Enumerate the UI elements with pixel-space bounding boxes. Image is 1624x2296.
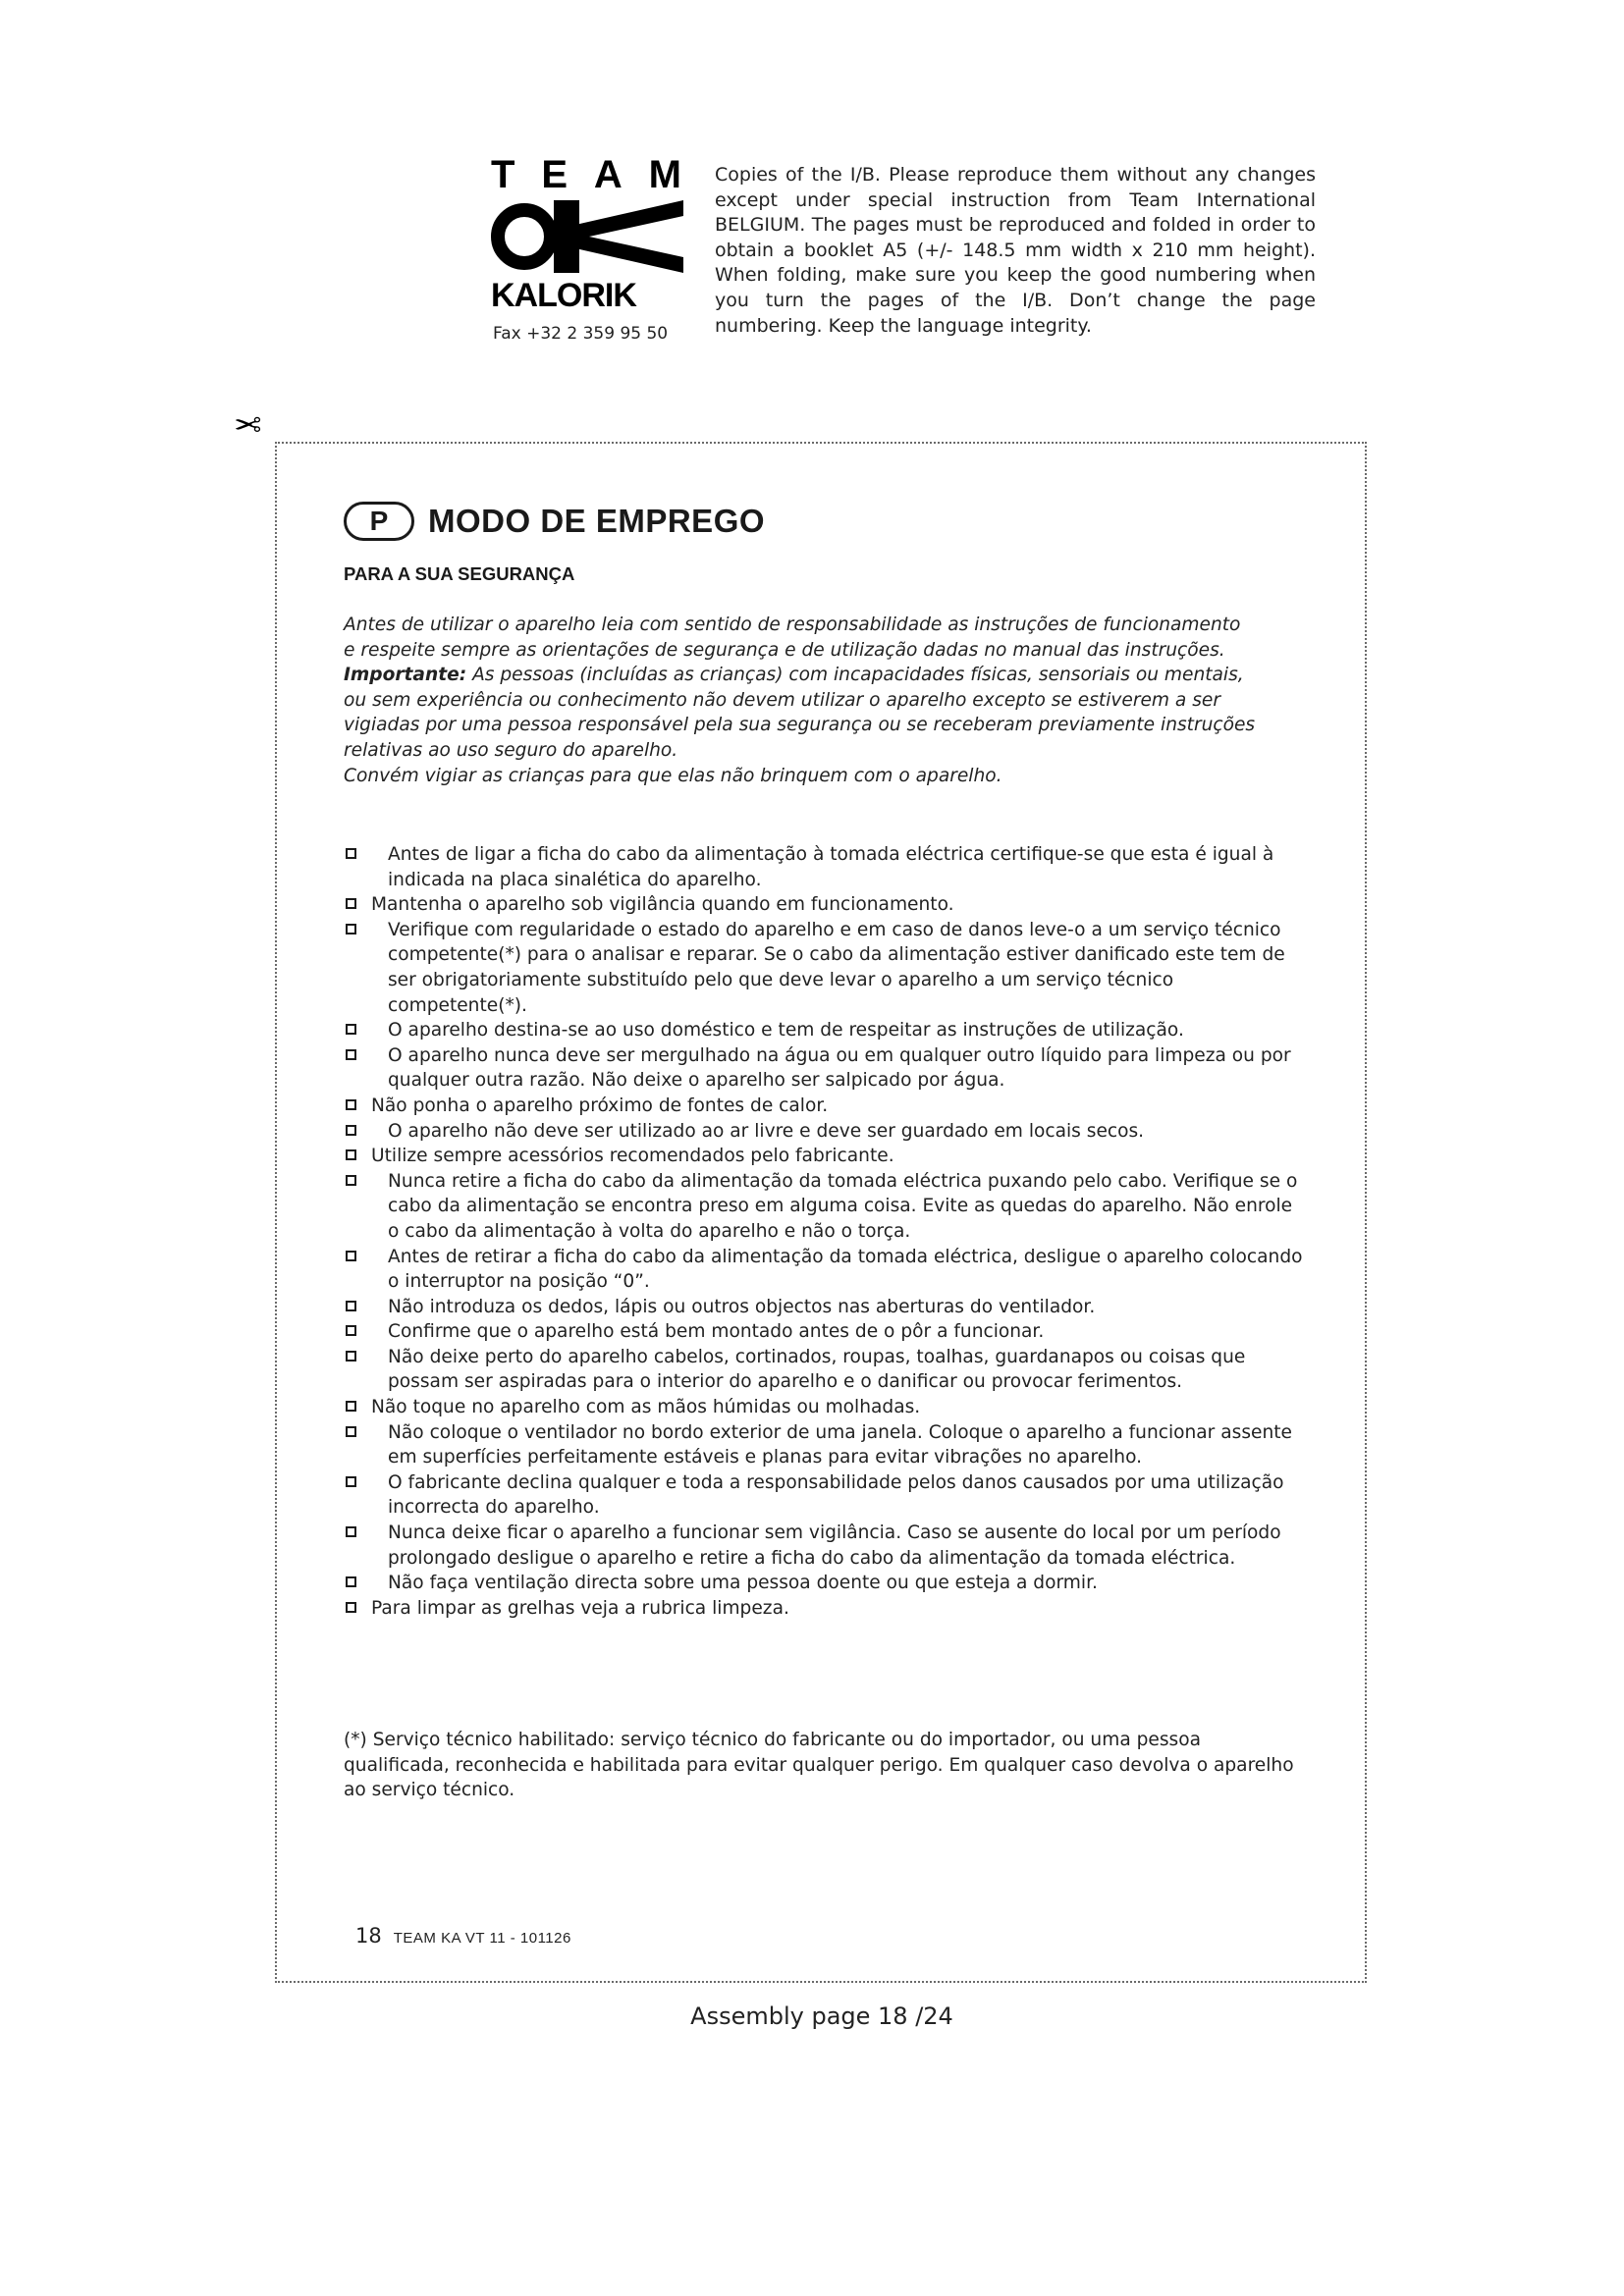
logo-brand: KALORIK <box>491 277 636 314</box>
model-code: TEAM KA VT 11 - 101126 <box>393 1930 571 1947</box>
intro-text-3: Convém vigiar as crianças para que elas não brinquem com o aparelho. <box>344 765 1002 786</box>
page-title: MODO DE EMPREGO <box>428 503 766 539</box>
assembly-page-label: Assembly page 18 /24 <box>690 2002 953 2030</box>
list-item: Antes de ligar a ficha do cabo da alimentação à tomada eléctrica certifique-se que esta é igual à indicada na placa sinalética do aparelho. <box>344 842 1306 892</box>
safety-list <box>344 842 1306 1621</box>
safety-heading: PARA A SUA SEGURANÇA <box>344 563 575 584</box>
page-footer <box>355 1924 571 1948</box>
list-item: Verifique com regularidade o estado do aparelho e em caso de danos leve-o a um serviço técnico competente(*) para o analisar e reparar. Se o cabo da alimentação estiver danificado este tem de ser obrigatoriamente substituído pelo que deve levar o aparelho a um serviço técnico competente(*). <box>344 918 1306 1018</box>
list-item: Antes de retirar a ficha do cabo da alimentação da tomada eléctrica, desligue o aparelho colocando o interruptor na posição “0”. <box>344 1245 1306 1295</box>
list-item: O fabricante declina qualquer e toda a responsabilidade pelos danos causados por uma utilização incorrecta do aparelho. <box>344 1470 1306 1521</box>
list-item: O aparelho nunca deve ser mergulhado na água ou em qualquer outro líquido para limpeza ou por qualquer outra razão. Não deixe o aparelho ser salpicado por água. <box>344 1043 1306 1094</box>
list-item: O aparelho destina-se ao uso doméstico e tem de respeitar as instruções de utilização. <box>344 1018 1306 1043</box>
page-title-row <box>344 499 765 544</box>
intro-paragraph <box>344 613 1257 788</box>
language-badge: P <box>344 502 414 541</box>
intro-text-1: Antes de utilizar o aparelho leia com sentido de responsabilidade as instruções de funcionamento e respeite sempre as orientações de segurança e de utilização dadas no manual das instruções. <box>344 614 1241 661</box>
list-item: Não toque no aparelho com as mãos húmidas ou molhadas. <box>344 1395 1306 1420</box>
fax-number: Fax +32 2 359 95 50 <box>493 324 669 344</box>
list-item: O aparelho não deve ser utilizado ao ar livre e deve ser guardado em locais secos. <box>344 1119 1306 1145</box>
list-item: Não deixe perto do aparelho cabelos, cortinados, roupas, toalhas, guardanapos ou coisas que possam ser aspiradas para o interior do aparelho e o danificar ou provocar ferimentos. <box>344 1345 1306 1395</box>
page-number: 18 <box>355 1924 382 1948</box>
team-kalorik-logo <box>491 153 683 314</box>
footnote: (*) Serviço técnico habilitado: serviço técnico do fabricante ou do importador, ou uma pessoa qualificada, reconhecida e habilitada para evitar qualquer perigo. Em qualquer caso devolva o aparelho ao serviço técnico. <box>344 1730 1294 1801</box>
list-item: Nunca retire a ficha do cabo da alimentação da tomada eléctrica puxando pelo cabo. Verifique se o cabo da alimentação se encontra preso em alguma coisa. Evite as quedas do aparelho. Não enrole o cabo da alimentação à volta do aparelho e não o torça. <box>344 1169 1306 1245</box>
list-item: Confirme que o aparelho está bem montado antes de o pôr a funcionar. <box>344 1319 1306 1345</box>
list-item: Utilize sempre acessórios recomendados pelo fabricante. <box>344 1144 1306 1169</box>
intro-text-2: Importante: As pessoas (incluídas as crianças) com incapacidades físicas, sensoriais ou mentais, ou sem experiência ou conhecimento não devem utilizar o aparelho excepto se estiverem a ser vigiadas por uma pessoa responsável pela sua segurança ou se receberam previamente instruções relativas ao uso seguro do aparelho. <box>344 665 1256 761</box>
kalorik-mark-icon <box>491 200 683 273</box>
list-item: Não ponha o aparelho próximo de fontes de calor. <box>344 1094 1306 1119</box>
list-item: Não faça ventilação directa sobre uma pessoa doente ou que esteja a dormir. <box>344 1571 1306 1596</box>
logo-team-letters: T E A M <box>491 153 683 196</box>
important-label: Importante: <box>344 665 467 686</box>
list-item: Nunca deixe ficar o aparelho a funcionar sem vigilância. Caso se ausente do local por um período prolongado desligue o aparelho e retire a ficha do cabo da alimentação da tomada eléctrica. <box>344 1521 1306 1571</box>
scissors-icon: ✂ <box>234 403 262 443</box>
list-item: Mantenha o aparelho sob vigilância quando em funcionamento. <box>344 892 1306 918</box>
list-item: Para limpar as grelhas veja a rubrica limpeza. <box>344 1596 1306 1622</box>
list-item: Não coloque o ventilador no bordo exterior de uma janela. Coloque o aparelho a funcionar assente em superfícies perfeitamente estáveis e planas para evitar vibrações no aparelho. <box>344 1420 1306 1470</box>
list-item: Não introduza os dedos, lápis ou outros objectos nas aberturas do ventilador. <box>344 1295 1306 1320</box>
reproduction-note: Copies of the I/B. Please reproduce them without any changes except under special instruction from Team International BELGIUM. The pages must be reproduced and folded in order to obtain a booklet A5 (+/- 148.5 mm width x 210 mm height). When folding, make sure you keep the good numbering when you turn the pages of the I/B. Don’t change the page numbering. Keep the language integrity. <box>715 164 1316 337</box>
